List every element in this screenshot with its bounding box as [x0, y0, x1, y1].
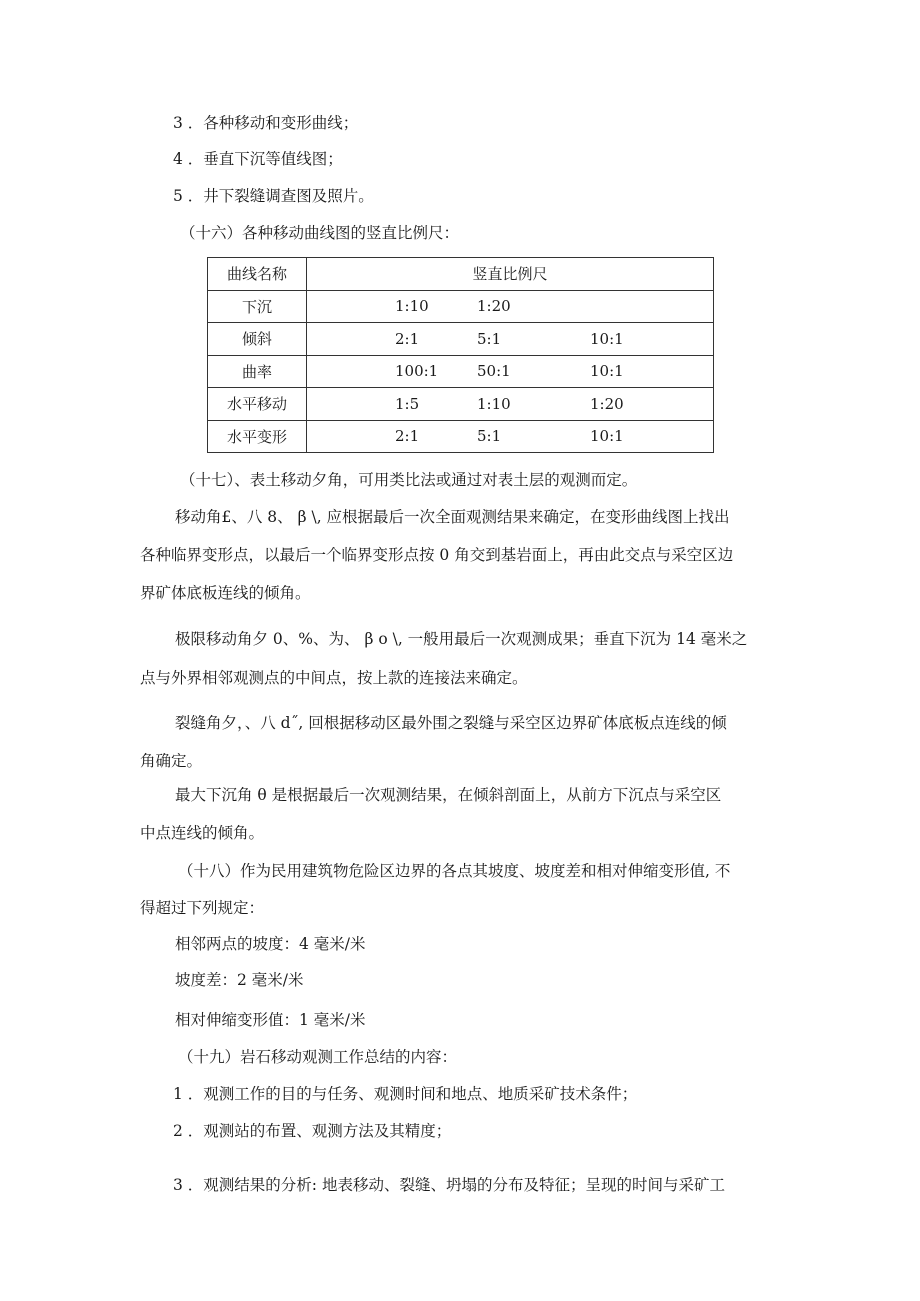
- table-header-row: [208, 258, 714, 291]
- paragraph-line: 得超过下列规定：: [140, 899, 265, 917]
- section-title-19: （十九）岩石移动观测工作总结的内容：: [178, 1048, 458, 1066]
- table-row: [208, 290, 714, 323]
- paragraph-line: 极限移动角夕 0、%、为、 β o \, 一般用最后一次观测成果；垂直下沉为 14 毫米之: [175, 630, 748, 648]
- list-item: 3 ．观测结果的分析: 地表移动、裂缝、坍塌的分布及特征；呈现的时间与采矿工: [173, 1176, 725, 1194]
- paragraph-line: 最大下沉角 θ 是根据最后一次观测结果，在倾斜剖面上，从前方下沉点与采空区: [175, 786, 722, 804]
- paragraph-line: 移动角£、八 8、 β \, 应根据最后一次全面观测结果来确定，在变形曲线图上找出: [175, 508, 730, 526]
- paragraph-line: 点与外界相邻观测点的中间点，按上款的连接法来确定。: [140, 669, 528, 687]
- table-row: [208, 420, 714, 453]
- paragraph-line: 各种临界变形点，以最后一个临界变形点按 0 角交到基岩面上，再由此交点与采空区边: [140, 546, 734, 564]
- curve-name: 曲率: [208, 355, 307, 388]
- scale-value: 50:1: [477, 362, 511, 381]
- scale-value: 5:1: [477, 427, 502, 446]
- scale-value: 1:10: [477, 394, 511, 413]
- table-row: [208, 355, 714, 388]
- scale-value: 1:5: [395, 394, 420, 413]
- scale-value: 2:1: [395, 329, 420, 348]
- curve-name: 水平变形: [208, 420, 307, 453]
- paragraph-line: 界矿体底板连线的倾角。: [140, 584, 311, 602]
- list-item: 1 ．观测工作的目的与任务、观测时间和地点、地质采矿技术条件；: [173, 1085, 638, 1103]
- scale-value: 5:1: [477, 329, 502, 348]
- scale-value: 10:1: [590, 329, 624, 348]
- scale-value: 1:10: [395, 297, 429, 316]
- vertical-scale-table: [207, 257, 714, 453]
- list-item: 3 ．各种移动和变形曲线；: [173, 114, 359, 132]
- scale-value: 100:1: [395, 362, 439, 381]
- section-title-18: （十八）作为民用建筑物危险区边界的各点其坡度、坡度差和相对伸缩变形值, 不: [178, 862, 731, 880]
- curve-name: 倾斜: [208, 323, 307, 356]
- scale-value: 1:20: [477, 297, 511, 316]
- curve-name: 水平移动: [208, 388, 307, 421]
- limit-item: 相邻两点的坡度：4 毫米/米: [175, 935, 366, 953]
- scale-value: 10:1: [590, 427, 624, 446]
- paragraph-line: 裂缝角夕，、八 d˝, 回根据移动区最外围之裂缝与采空区边界矿体底板点连线的倾: [175, 714, 727, 732]
- table-header-cell: 竖直比例尺: [472, 265, 548, 284]
- scale-value: 10:1: [590, 362, 624, 381]
- scale-value: 1:20: [590, 394, 624, 413]
- scale-value: 2:1: [395, 427, 420, 446]
- list-item: 2 ．观测站的布置、观测方法及其精度；: [173, 1122, 452, 1140]
- paragraph-line: 中点连线的倾角。: [140, 824, 265, 842]
- paragraph-line: 角确定。: [140, 752, 203, 770]
- table-row: [208, 388, 714, 421]
- section-title-16: （十六）各种移动曲线图的竖直比例尺：: [180, 224, 460, 242]
- table-row: [208, 323, 714, 356]
- list-item: 5 ．井下裂缝调查图及照片。: [173, 187, 374, 205]
- curve-name: 下沉: [208, 290, 307, 323]
- limit-item: 相对伸缩变形值：1 毫米/米: [175, 1011, 366, 1029]
- limit-item: 坡度差：2 毫米/米: [175, 971, 304, 989]
- list-item: 4 ．垂直下沉等值线图；: [173, 150, 343, 168]
- table-header-cell: 曲线名称: [208, 258, 307, 291]
- section-title-17: （十七）、表土移动夕角，可用类比法或通过对表土层的观测而定。: [180, 471, 638, 489]
